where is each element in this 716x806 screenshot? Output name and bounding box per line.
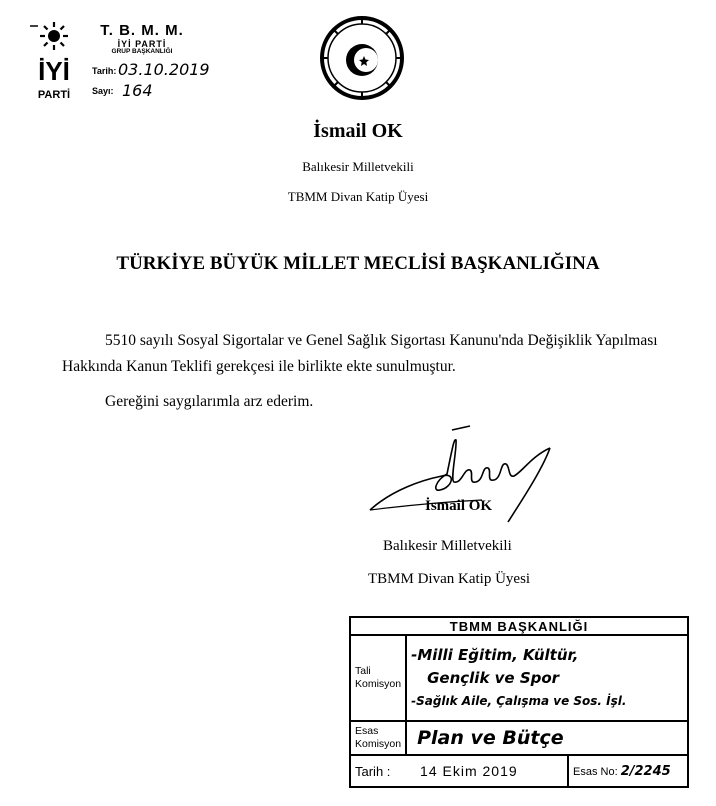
body-paragraph-2: Gereğini saygılarımla arz ederim.: [105, 393, 314, 410]
sender-role: TBMM Divan Katip Üyesi: [287, 189, 429, 204]
sender-district: Balıkesir Milletvekili: [302, 159, 414, 174]
esas-commission-label: [350, 721, 406, 755]
tali-line-1: -Milli Eğitim, Kültür,: [411, 645, 579, 664]
tali-line-2: Gençlik ve Spor: [427, 668, 560, 687]
stamp-number-value: 164: [122, 81, 153, 100]
sun-icon: [40, 22, 68, 50]
group-office: GRUP BAŞKANLIĞI: [111, 48, 173, 55]
signer-district: Balıkesir Milletvekili: [383, 538, 512, 554]
sender-name: İsmail OK: [313, 120, 403, 142]
esas-label-line-2: Komisyon: [355, 738, 402, 751]
tbmm-seal: [320, 12, 404, 102]
stamp-number-label: Sayı:: [92, 86, 114, 96]
registry-stamp: [349, 616, 689, 788]
tbmm-abbr: T. B. M. M.: [100, 22, 184, 39]
addressee-heading: TÜRKİYE BÜYÜK MİLLET MECLİSİ BAŞKANLIĞINA: [116, 253, 600, 274]
registry-date-label: Tarih :: [355, 764, 391, 779]
party-logo-sub: PARTİ: [37, 89, 71, 101]
registry-date-value: 14 Ekim 2019: [420, 763, 518, 779]
tali-label-line-2: Komisyon: [355, 678, 402, 691]
tali-commission-value: [406, 635, 688, 721]
stamp-date-value: 03.10.2019: [118, 60, 210, 79]
party-name: İYİ PARTİ: [117, 39, 167, 49]
tali-label-line-1: Tali: [355, 665, 371, 678]
registry-stamp-title: TBMM BAŞKANLIĞI: [350, 617, 688, 635]
esas-label-line-1: Esas: [355, 725, 379, 738]
body-paragraph-1: 5510 sayılı Sosyal Sigortalar ve Genel Sağlık Sigortası Kanunu'nda Değişiklik Yapılması Hakkında Kanun Teklifi gerekçesi ile birlikte ekte sunulmuştur.: [62, 332, 658, 375]
esas-no-label: Esas No:: [573, 765, 618, 778]
tali-line-3: -Sağlık Aile, Çalışma ve Sos. İşl.: [411, 693, 627, 708]
esas-commission-value: Plan ve Bütçe: [406, 721, 688, 755]
registry-date-cell: [350, 755, 568, 787]
esas-no-cell: [568, 755, 688, 787]
tali-commission-label: [350, 635, 406, 721]
signer-name: İsmail OK: [425, 498, 493, 514]
party-logo-text: İYİ: [38, 56, 70, 86]
signer-role: TBMM Divan Katip Üyesi: [368, 571, 531, 587]
party-logo: [28, 18, 80, 104]
esas-no-value: 2/2245: [620, 763, 671, 779]
stamp-date-label: Tarih:: [92, 66, 117, 76]
